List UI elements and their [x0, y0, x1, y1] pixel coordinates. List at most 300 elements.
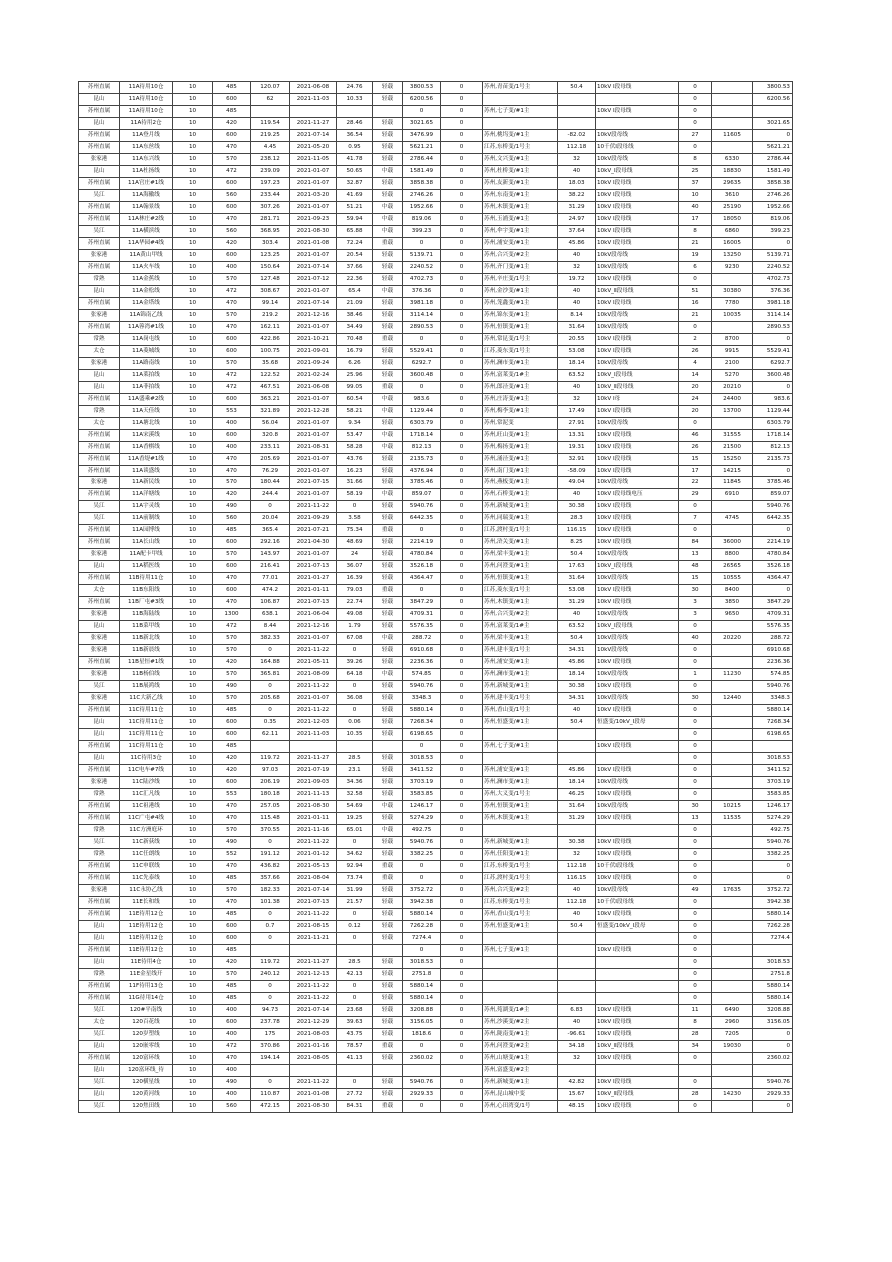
cell-sub-load: 19.72: [558, 273, 596, 285]
cell-current-max: 205.69: [251, 453, 290, 465]
cell-line-name: 11B新北线: [120, 633, 173, 645]
cell-load-level: 轻载: [373, 693, 403, 705]
cell-load-rate: 34.49: [337, 321, 373, 333]
cell-users: 10: [679, 189, 712, 201]
cell-current-max: 180.18: [251, 789, 290, 801]
cell-current-max: 0.35: [251, 717, 290, 729]
cell-bus-section: 10kV Ⅰ段母线: [596, 908, 679, 920]
cell-capacity: 470: [213, 573, 251, 585]
cell-load-level: 轻载: [373, 357, 403, 369]
cell-users: 46: [679, 429, 712, 441]
cell-available: 2929.33: [403, 1088, 441, 1100]
cell-substation: 苏州,桃坞变/#1主: [483, 129, 558, 141]
table-row: [79, 345, 793, 357]
cell-substation: 苏州,建丰变/1号主: [483, 693, 558, 705]
cell-users: 0: [679, 825, 712, 837]
cell-voltage: 10: [173, 489, 213, 501]
cell-load-level: 中载: [373, 669, 403, 681]
cell-reserved: 0: [441, 357, 483, 369]
table-row: [79, 321, 793, 333]
cell-load-level: 轻载: [373, 645, 403, 657]
cell-capacity: 472: [213, 369, 251, 381]
cell-capacity: 470: [213, 801, 251, 813]
cell-load-level: 轻载: [373, 908, 403, 920]
cell-load-level: 中载: [373, 213, 403, 225]
cell-current-max: 303.4: [251, 237, 290, 249]
cell-substation: 苏州,心田湾变/1号: [483, 1100, 558, 1112]
cell-load-level: 轻载: [373, 501, 403, 513]
cell-load-level: 轻载: [373, 729, 403, 741]
cell-bus-section: [596, 1064, 679, 1076]
cell-line-name: 11A长山线: [120, 537, 173, 549]
cell-bus-section: 恒盛变/10kV_Ⅰ段母: [596, 920, 679, 932]
cell-district: 苏州直属: [79, 573, 120, 585]
cell-voltage: 10: [173, 585, 213, 597]
cell-sub-load: 30.38: [558, 837, 596, 849]
cell-bus-section: 10kV Ⅰ段母线: [596, 501, 679, 513]
cell-capacity: 485: [213, 980, 251, 992]
cell-district: 苏州直属: [79, 980, 120, 992]
cell-reserved: 0: [441, 1040, 483, 1052]
cell-line-name: 11C先泰线: [120, 872, 173, 884]
cell-line-name: 11C任朗线: [120, 849, 173, 861]
cell-voltage: 10: [173, 1004, 213, 1016]
cell-district: 常熟: [79, 273, 120, 285]
data-table: [78, 81, 793, 1113]
cell-users: 8: [679, 225, 712, 237]
cell-current-max: 123.25: [251, 249, 290, 261]
cell-load-level: 轻载: [373, 1016, 403, 1028]
cell-users: 0: [679, 717, 712, 729]
cell-bus-section: 10千伏Ⅰ段母线: [596, 141, 679, 153]
cell-voltage: 10: [173, 645, 213, 657]
cell-capacity: 472: [213, 285, 251, 297]
cell-available: 5940.76: [403, 501, 441, 513]
cell-user-capacity: [712, 968, 753, 980]
cell-capacity: 485: [213, 705, 251, 717]
cell-district: 苏州直属: [79, 321, 120, 333]
cell-voltage: 10: [173, 117, 213, 129]
cell-capacity: 570: [213, 633, 251, 645]
cell-margin: 3858.38: [753, 177, 793, 189]
cell-users: 8: [679, 153, 712, 165]
cell-bus-section: 10kV Ⅰ段母线: [596, 273, 679, 285]
cell-bus-section: 10kV Ⅰ段母线: [596, 1028, 679, 1040]
cell-sub-load: 32: [558, 261, 596, 273]
cell-reserved: 0: [441, 777, 483, 789]
cell-substation: 苏州,木镇变/#1主: [483, 813, 558, 825]
cell-current-max: 164.88: [251, 657, 290, 669]
cell-bus-section: [596, 932, 679, 944]
cell-bus-section: 10kV Ⅰ段母线: [596, 1052, 679, 1064]
cell-reserved: 0: [441, 860, 483, 872]
cell-margin: 3752.72: [753, 884, 793, 896]
cell-available: 2890.53: [403, 321, 441, 333]
cell-bus-section: 10kV Ⅰ段母线: [596, 681, 679, 693]
cell-load-rate: 51.21: [337, 201, 373, 213]
cell-bus-section: 10kV Ⅰ段母线: [596, 213, 679, 225]
cell-load-rate: 54.69: [337, 801, 373, 813]
cell-line-name: 120嵌零线: [120, 1040, 173, 1052]
cell-district: 张家港: [79, 549, 120, 561]
cell-date: 2021-12-29: [290, 1016, 337, 1028]
cell-capacity: 600: [213, 129, 251, 141]
cell-voltage: 10: [173, 992, 213, 1004]
cell-sub-load: 40: [558, 908, 596, 920]
cell-substation: 苏州,旺山变/#1主: [483, 429, 558, 441]
cell-reserved: 0: [441, 597, 483, 609]
cell-date: 2021-01-07: [290, 453, 337, 465]
table-row: [79, 633, 793, 645]
cell-substation: 苏州,南门变/#1主: [483, 465, 558, 477]
cell-line-name: 11A金蕉线: [120, 273, 173, 285]
cell-bus-section: 10kV_Ⅱ段母线: [596, 1088, 679, 1100]
cell-line-name: 11C广屯#4线: [120, 813, 173, 825]
cell-current-max: 308.67: [251, 285, 290, 297]
cell-capacity: 485: [213, 741, 251, 753]
cell-load-level: 轻载: [373, 837, 403, 849]
cell-users: 0: [679, 321, 712, 333]
cell-load-level: 轻载: [373, 992, 403, 1004]
cell-substation: [483, 93, 558, 105]
cell-margin: 4364.47: [753, 573, 793, 585]
cell-date: 2021-11-22: [290, 1076, 337, 1088]
cell-reserved: 0: [441, 633, 483, 645]
cell-user-capacity: 31555: [712, 429, 753, 441]
cell-date: 2021-07-14: [290, 1004, 337, 1016]
cell-users: 0: [679, 525, 712, 537]
cell-margin: 7268.34: [753, 717, 793, 729]
cell-capacity: 400: [213, 417, 251, 429]
cell-date: [290, 741, 337, 753]
cell-date: 2021-12-13: [290, 968, 337, 980]
cell-substation: 苏州,富盛变/#2主: [483, 1064, 558, 1076]
cell-capacity: 485: [213, 105, 251, 117]
cell-capacity: 570: [213, 669, 251, 681]
cell-substation: 苏州,沙溪变/#2主: [483, 1016, 558, 1028]
cell-reserved: 0: [441, 884, 483, 896]
cell-reserved: 0: [441, 872, 483, 884]
cell-reserved: 0: [441, 501, 483, 513]
table-row: [79, 884, 793, 896]
cell-user-capacity: [712, 141, 753, 153]
cell-line-name: 11A林庄#2线: [120, 213, 173, 225]
cell-load-rate: 58.19: [337, 489, 373, 501]
cell-sub-load: [558, 980, 596, 992]
cell-margin: [753, 1064, 793, 1076]
cell-load-level: 轻载: [373, 129, 403, 141]
cell-substation: 江苏,东桥变/1号主: [483, 141, 558, 153]
cell-user-capacity: [712, 105, 753, 117]
cell-sub-load: 45.86: [558, 237, 596, 249]
cell-reserved: 0: [441, 417, 483, 429]
cell-voltage: 10: [173, 105, 213, 117]
cell-available: 2786.44: [403, 153, 441, 165]
cell-load-rate: [337, 944, 373, 956]
cell-sub-load: 20.55: [558, 333, 596, 345]
cell-user-capacity: [712, 321, 753, 333]
cell-substation: 苏州,友新变/#1主: [483, 177, 558, 189]
cell-users: 40: [679, 633, 712, 645]
cell-available: 5621.21: [403, 141, 441, 153]
cell-available: 0: [403, 525, 441, 537]
cell-substation: 苏州,金沙变/#1主: [483, 285, 558, 297]
cell-voltage: 10: [173, 813, 213, 825]
cell-voltage: 10: [173, 837, 213, 849]
cell-line-name: 120富环线: [120, 1052, 173, 1064]
cell-margin: 2786.44: [753, 153, 793, 165]
table-row: [79, 513, 793, 525]
cell-load-level: 轻载: [373, 417, 403, 429]
cell-capacity: 570: [213, 968, 251, 980]
cell-current-max: 97.03: [251, 765, 290, 777]
cell-reserved: 0: [441, 1028, 483, 1040]
cell-current-max: 101.38: [251, 896, 290, 908]
cell-capacity: 560: [213, 225, 251, 237]
cell-voltage: 10: [173, 153, 213, 165]
cell-voltage: 10: [173, 213, 213, 225]
cell-users: 0: [679, 896, 712, 908]
cell-line-name: 11A稻医线: [120, 561, 173, 573]
cell-load-level: 中载: [373, 441, 403, 453]
cell-district: 苏州直属: [79, 705, 120, 717]
cell-substation: [483, 729, 558, 741]
table-row: [79, 105, 793, 117]
cell-margin: 1129.44: [753, 405, 793, 417]
cell-current-max: 321.89: [251, 405, 290, 417]
cell-user-capacity: 8400: [712, 585, 753, 597]
table-row: [79, 309, 793, 321]
cell-capacity: 485: [213, 525, 251, 537]
cell-bus-section: 10kV段母线: [596, 261, 679, 273]
cell-margin: 376.36: [753, 285, 793, 297]
cell-reserved: [441, 1064, 483, 1076]
cell-users: 0: [679, 872, 712, 884]
cell-line-name: 11C新荻线: [120, 837, 173, 849]
cell-sub-load: 40: [558, 249, 596, 261]
cell-reserved: 0: [441, 393, 483, 405]
cell-sub-load: 53.08: [558, 585, 596, 597]
cell-load-rate: 28.5: [337, 956, 373, 968]
cell-load-level: 轻载: [373, 309, 403, 321]
cell-sub-load: 42.82: [558, 1076, 596, 1088]
cell-load-rate: 21.57: [337, 896, 373, 908]
cell-capacity: 470: [213, 213, 251, 225]
cell-load-level: 中载: [373, 405, 403, 417]
cell-sub-load: [558, 729, 596, 741]
cell-reserved: 0: [441, 297, 483, 309]
cell-line-name: 11A盛乘#2线: [120, 393, 173, 405]
cell-voltage: 10: [173, 1088, 213, 1100]
cell-capacity: 470: [213, 896, 251, 908]
table-row: [79, 908, 793, 920]
cell-margin: 5139.71: [753, 249, 793, 261]
cell-load-level: 轻载: [373, 813, 403, 825]
cell-line-name: 11A待用10仓: [120, 105, 173, 117]
cell-load-rate: 25.96: [337, 369, 373, 381]
cell-date: 2021-07-14: [290, 884, 337, 896]
cell-district: 苏州直属: [79, 441, 120, 453]
cell-reserved: 0: [441, 1016, 483, 1028]
cell-load-rate: 32.87: [337, 177, 373, 189]
cell-load-rate: 70.48: [337, 333, 373, 345]
cell-reserved: 0: [441, 453, 483, 465]
cell-line-name: 11A莱拍线: [120, 369, 173, 381]
cell-load-level: 轻载: [373, 297, 403, 309]
cell-available: 3114.14: [403, 309, 441, 321]
cell-substation: 苏州,陇南变/#1主: [483, 1028, 558, 1040]
cell-date: 2021-08-30: [290, 225, 337, 237]
cell-load-rate: 9.34: [337, 417, 373, 429]
cell-sub-load: 50.4: [558, 633, 596, 645]
cell-load-rate: 0: [337, 705, 373, 717]
cell-user-capacity: [712, 741, 753, 753]
cell-sub-load: 34.18: [558, 1040, 596, 1052]
cell-users: 0: [679, 705, 712, 717]
cell-margin: 0: [753, 1100, 793, 1112]
cell-margin: 5940.76: [753, 837, 793, 849]
cell-substation: 苏州,燕板变/#1主: [483, 477, 558, 489]
cell-substation: 苏州,恒盛变/#1主: [483, 717, 558, 729]
cell-voltage: 10: [173, 501, 213, 513]
cell-load-rate: 79.03: [337, 585, 373, 597]
table-row: [79, 549, 793, 561]
cell-district: 苏州直属: [79, 105, 120, 117]
cell-user-capacity: 9915: [712, 345, 753, 357]
cell-load-rate: 73.74: [337, 872, 373, 884]
cell-bus-section: [596, 956, 679, 968]
cell-current-max: 206.19: [251, 777, 290, 789]
cell-load-rate: 0: [337, 980, 373, 992]
cell-margin: 0: [753, 381, 793, 393]
cell-sub-load: [558, 753, 596, 765]
cell-capacity: 485: [213, 944, 251, 956]
cell-user-capacity: 11535: [712, 813, 753, 825]
cell-current-max: 0: [251, 681, 290, 693]
cell-voltage: 10: [173, 753, 213, 765]
cell-sub-load: 40: [558, 285, 596, 297]
cell-capacity: 400: [213, 261, 251, 273]
cell-reserved: 0: [441, 645, 483, 657]
cell-sub-load: 32: [558, 1052, 596, 1064]
cell-load-level: 轻载: [373, 753, 403, 765]
cell-voltage: 10: [173, 141, 213, 153]
cell-district: 苏州直属: [79, 297, 120, 309]
cell-reserved: 0: [441, 513, 483, 525]
cell-load-level: 轻载: [373, 980, 403, 992]
cell-bus-section: 10kV段母线: [596, 321, 679, 333]
cell-margin: 2135.73: [753, 453, 793, 465]
cell-available: 4702.73: [403, 273, 441, 285]
cell-user-capacity: [712, 992, 753, 1004]
cell-users: 0: [679, 789, 712, 801]
cell-voltage: 10: [173, 357, 213, 369]
cell-reserved: 0: [441, 321, 483, 333]
cell-substation: 苏州,常昆变/1号主: [483, 333, 558, 345]
cell-date: 2021-12-16: [290, 309, 337, 321]
cell-available: 0: [403, 1100, 441, 1112]
cell-load-rate: 16.23: [337, 465, 373, 477]
cell-capacity: 420: [213, 765, 251, 777]
cell-capacity: 570: [213, 153, 251, 165]
cell-substation: 苏州,同瑞变/#1主: [483, 513, 558, 525]
cell-margin: 3411.52: [753, 765, 793, 777]
cell-margin: 0: [753, 237, 793, 249]
table-row: [79, 429, 793, 441]
cell-user-capacity: [712, 117, 753, 129]
table-row: [79, 932, 793, 944]
cell-substation: 苏州,七子变/#1主: [483, 944, 558, 956]
cell-district: 苏州直属: [79, 992, 120, 1004]
cell-sub-load: 18.14: [558, 669, 596, 681]
cell-load-rate: 75.34: [337, 525, 373, 537]
cell-current-max: 122.52: [251, 369, 290, 381]
cell-capacity: 553: [213, 789, 251, 801]
cell-district: 昆山: [79, 561, 120, 573]
cell-date: 2021-11-27: [290, 753, 337, 765]
cell-current-max: 467.51: [251, 381, 290, 393]
cell-current-max: [251, 1064, 290, 1076]
cell-bus-section: 10kV Ⅰ段母线: [596, 1076, 679, 1088]
cell-user-capacity: 24400: [712, 393, 753, 405]
cell-capacity: 600: [213, 932, 251, 944]
cell-substation: 江苏,菱东变/1号主: [483, 585, 558, 597]
cell-line-name: 11A海徽线: [120, 189, 173, 201]
table-row: [79, 753, 793, 765]
cell-load-rate: 0: [337, 932, 373, 944]
cell-margin: 7262.28: [753, 920, 793, 932]
cell-current-max: 0: [251, 501, 290, 513]
cell-load-rate: 65.01: [337, 825, 373, 837]
cell-bus-section: 恒盛变/10kV_Ⅰ段母: [596, 717, 679, 729]
cell-sub-load: 63.52: [558, 369, 596, 381]
cell-voltage: 10: [173, 381, 213, 393]
cell-sub-load: 40: [558, 297, 596, 309]
cell-substation: [483, 956, 558, 968]
cell-sub-load: 48.15: [558, 1100, 596, 1112]
cell-substation: 苏州,伞宇变/#1主: [483, 225, 558, 237]
cell-available: 376.36: [403, 285, 441, 297]
cell-bus-section: 10kV段母线: [596, 645, 679, 657]
cell-voltage: 10: [173, 513, 213, 525]
cell-line-name: 11B新晨线: [120, 645, 173, 657]
cell-users: 26: [679, 345, 712, 357]
cell-load-level: 轻载: [373, 249, 403, 261]
cell-substation: 苏州,郎泾变/#1主: [483, 381, 558, 393]
cell-line-name: 11B杨伯线: [120, 669, 173, 681]
cell-reserved: 0: [441, 333, 483, 345]
cell-margin: 5529.41: [753, 345, 793, 357]
cell-district: 张家港: [79, 777, 120, 789]
table-row: [79, 1040, 793, 1052]
cell-line-name: 11A天佳线: [120, 405, 173, 417]
cell-date: 2021-01-07: [290, 321, 337, 333]
cell-substation: 苏州,香山变/1号主: [483, 908, 558, 920]
cell-sub-load: 31.64: [558, 801, 596, 813]
cell-load-level: 轻载: [373, 465, 403, 477]
table-row: [79, 621, 793, 633]
cell-date: 2021-07-12: [290, 273, 337, 285]
cell-district: 吴江: [79, 1028, 120, 1040]
cell-bus-section: 10kV_Ⅱ段母线: [596, 381, 679, 393]
cell-sub-load: 116.15: [558, 525, 596, 537]
cell-date: 2021-09-29: [290, 513, 337, 525]
cell-reserved: 0: [441, 729, 483, 741]
cell-substation: 苏州,锦东变/#1主: [483, 309, 558, 321]
cell-user-capacity: 9650: [712, 609, 753, 621]
cell-date: 2021-01-08: [290, 237, 337, 249]
cell-bus-section: 10kV Ⅰ段母线: [596, 597, 679, 609]
